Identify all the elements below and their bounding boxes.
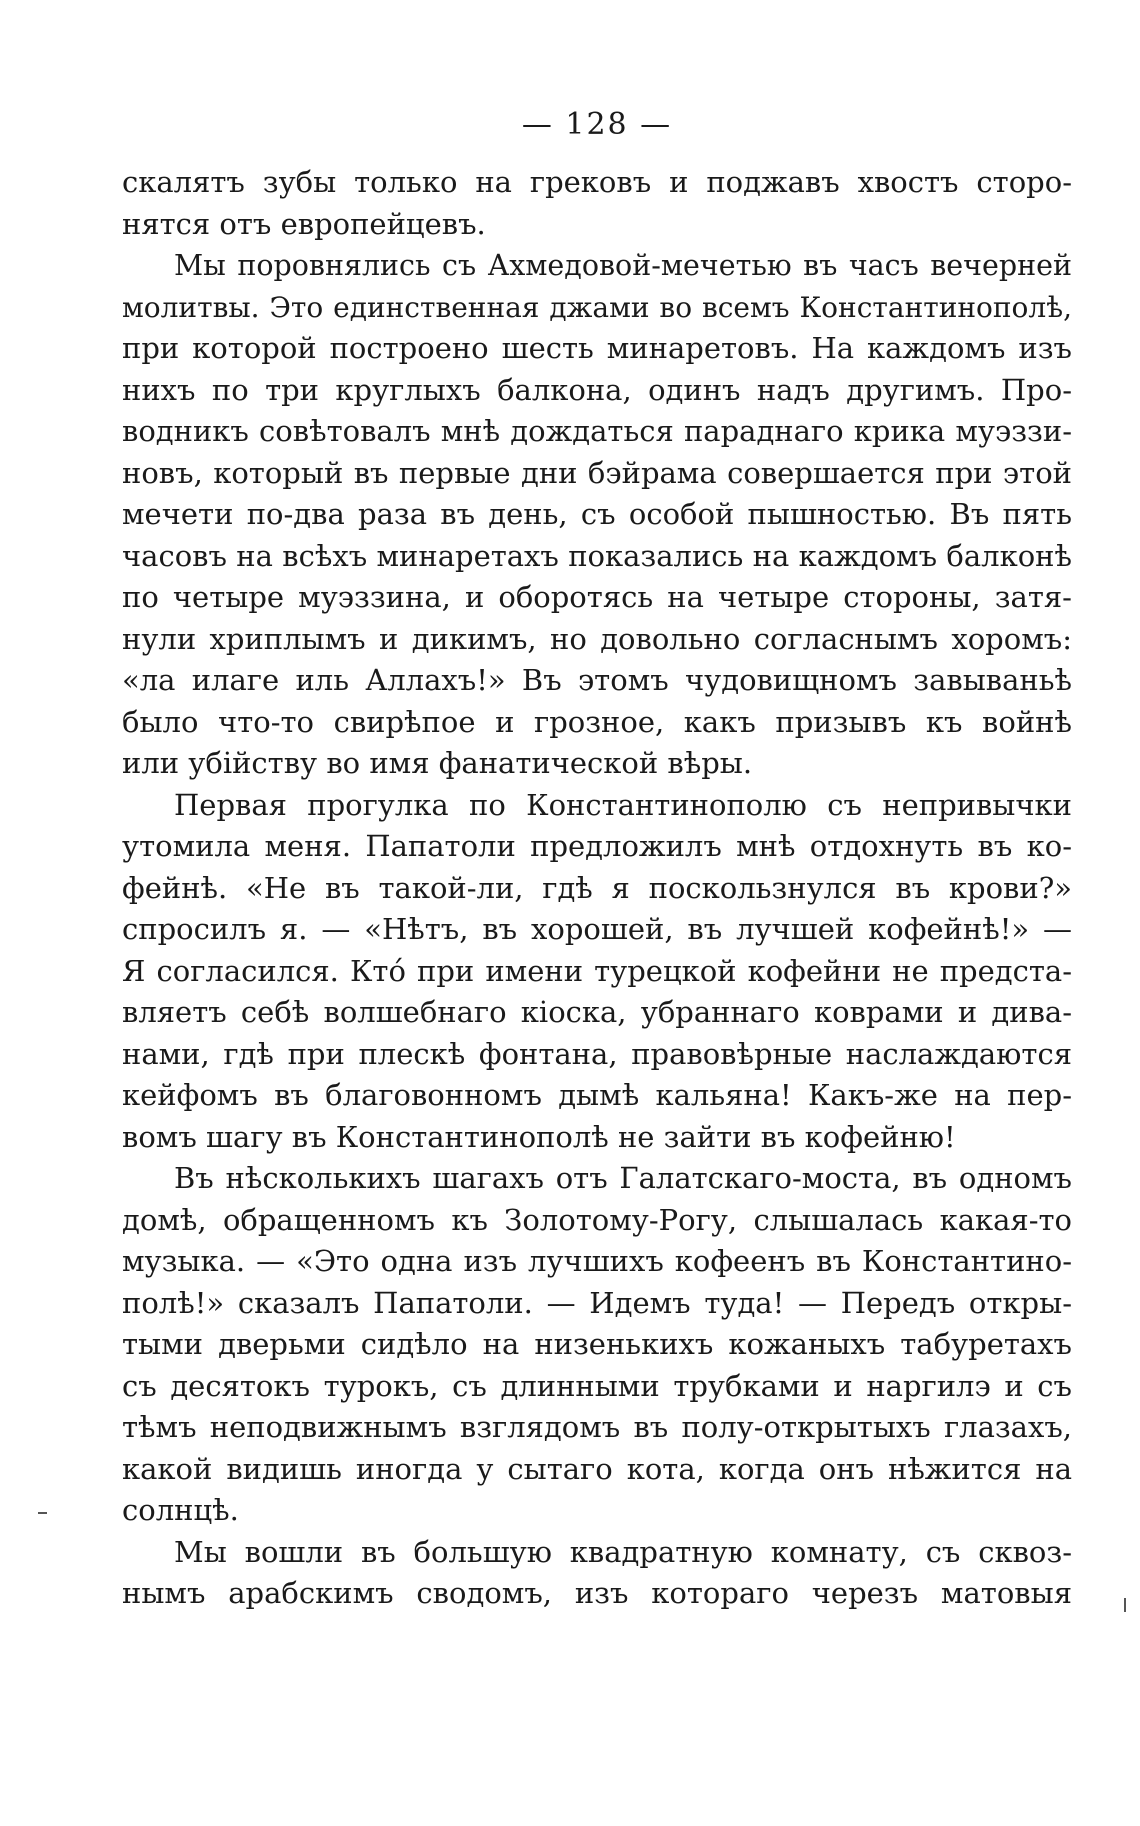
text-line: вомъ шагу въ Константинополѣ не зайти въ кофейню! bbox=[122, 1119, 956, 1154]
text-line: нами, гдѣ при плескѣ фонтана, правовѣрные наслаждаются bbox=[122, 1036, 1072, 1071]
text-line: спросилъ я. — «Нѣтъ, въ хорошей, въ лучшей кофейнѣ!» — bbox=[122, 912, 1072, 946]
text-line: солнцѣ. bbox=[122, 1493, 239, 1527]
scan-mark-right bbox=[1124, 1598, 1126, 1612]
text-line: новъ, который въ первые дни бэйрама совершается при этой bbox=[122, 455, 1072, 490]
text-line: полѣ!» сказалъ Папатоли. — Идемъ туда! — Передъ откры- bbox=[122, 1285, 1072, 1320]
text-line: «ла илаге иль Аллахъ!» Въ этомъ чудовищномъ завываньѣ bbox=[122, 663, 1072, 697]
book-page bbox=[122, 100, 1072, 1615]
text-line: Мы вошли въ большую квадратную комнату, съ сквоз- bbox=[174, 1534, 1072, 1569]
text-line: музыка. — «Это одна изъ лучшихъ кофеенъ въ Константино- bbox=[122, 1244, 1072, 1278]
text-line: нули хриплымъ и дикимъ, но довольно согласнымъ хоромъ: bbox=[122, 621, 1072, 656]
text-line: кейфомъ въ благовонномъ дымѣ кальяна! Какъ-же на пер- bbox=[122, 1078, 1072, 1112]
page-text-body bbox=[122, 162, 1072, 1615]
scan-mark-left bbox=[38, 1512, 47, 1514]
text-line: скалятъ зубы только на грековъ и поджавъ хвостъ сторо- bbox=[122, 165, 1072, 199]
text-line: нятся отъ европейцевъ. bbox=[122, 206, 486, 241]
text-line: или убійству во имя фанатической вѣры. bbox=[122, 746, 753, 780]
text-line: нихъ по три круглыхъ балкона, одинъ надъ другимъ. Про- bbox=[122, 372, 1072, 407]
text-line: съ десятокъ турокъ, съ длинными трубками и наргилэ и съ bbox=[122, 1368, 1072, 1403]
text-line: было что-то свирѣпое и грозное, какъ призывъ къ войнѣ bbox=[122, 704, 1072, 739]
text-line: нымъ арабскимъ сводомъ, изъ котораго черезъ матовыя bbox=[122, 1576, 1072, 1610]
text-line: какой видишь иногда у сытаго кота, когда онъ нѣжится на bbox=[122, 1451, 1072, 1486]
text-line: по четыре муэззина, и оборотясь на четыре стороны, затя- bbox=[122, 580, 1072, 614]
text-line: домѣ, обращенномъ къ Золотому-Рогу, слышалась какая-то bbox=[122, 1202, 1072, 1237]
text-line: при которой построено шесть минаретовъ. На каждомъ изъ bbox=[122, 331, 1072, 365]
text-line: вляетъ себѣ волшебнаго кіоска, убраннаго коврами и дива- bbox=[122, 995, 1072, 1029]
text-line: часовъ на всѣхъ минаретахъ показались на каждомъ балконѣ bbox=[122, 538, 1072, 573]
text-line: тѣмъ неподвижнымъ взглядомъ въ полу-открытыхъ глазахъ, bbox=[122, 1410, 1072, 1444]
text-line: Первая прогулка по Константинополю съ непривычки bbox=[174, 787, 1072, 822]
page-number: — 128 — bbox=[521, 107, 673, 142]
text-line: молитвы. Это единственная джами во всемъ Константинополѣ, bbox=[122, 290, 1072, 324]
text-line: Мы поровнялись съ Ахмедовой-мечетью въ часъ вечерней bbox=[174, 249, 1072, 282]
text-line: водникъ совѣтовалъ мнѣ дождаться параднаго крика муэззи- bbox=[122, 414, 1072, 448]
text-line: мечети по-два раза въ день, съ особой пышностью. Въ пять bbox=[122, 497, 1072, 531]
text-line: фейнѣ. «Не въ такой-ли, гдѣ я поскользнулся въ крови?» bbox=[122, 870, 1072, 905]
text-line: Я согласился. Ктó при имени турецкой кофейни не предста- bbox=[122, 953, 1072, 988]
text-line: утомила меня. Папатоли предложилъ мнѣ отдохнуть въ ко- bbox=[122, 829, 1072, 863]
text-line: Въ нѣсколькихъ шагахъ отъ Галатскаго-моста, въ одномъ bbox=[174, 1161, 1072, 1195]
text-line: тыми дверьми сидѣло на низенькихъ кожаныхъ табуретахъ bbox=[122, 1327, 1072, 1361]
